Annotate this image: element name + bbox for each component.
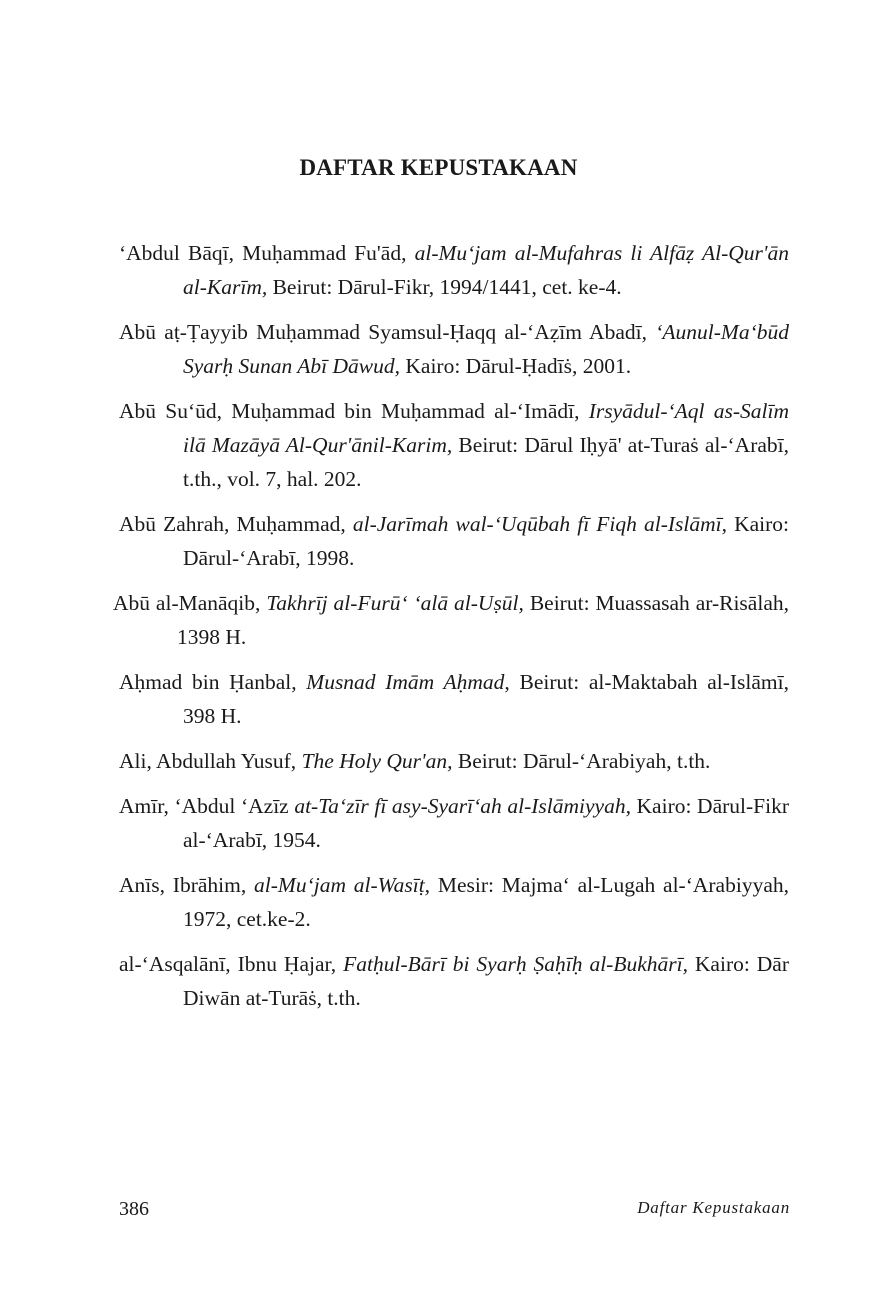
page-title: DAFTAR KEPUSTAKAAN <box>299 155 578 181</box>
entry-author: al-‘Asqalānī, Ibnu Ḥajar, <box>119 952 344 976</box>
entry-title: al-Mu‘jam al-Mufahras li Alfāẓ Al-Qur'ān al-Karīm, <box>183 241 789 299</box>
entry-publication: Beirut: al-Maktabah al-Islāmī, 398 H. <box>183 670 789 728</box>
entry-author: Abū al-Manāqib, <box>113 591 267 615</box>
bibliography-entry <box>119 315 789 383</box>
entry-author: Abū Su‘ūd, Muḥammad bin Muḥammad al-‘Imādī, <box>119 399 589 423</box>
page-number: 386 <box>119 1198 149 1220</box>
entry-author: Ali, Abdullah Yusuf, <box>119 749 302 773</box>
entry-publication: Beirut: Dārul-Fikr, 1994/1441, cet. ke-4. <box>267 275 622 299</box>
entry-title: at-Ta‘zīr fī asy-Syarī‘ah al-Islāmiyyah, <box>294 794 631 818</box>
entry-title: al-Mu‘jam al-Wasīṭ, <box>254 873 431 897</box>
entry-author: Anīs, Ibrāhim, <box>119 873 255 897</box>
entry-publication: , Kairo: Dārul-‘Arabī, 1998. <box>183 512 790 570</box>
entry-author: Abū aṭ-Ṭayyib Muḥammad Syamsul-Ḥaqq al-‘Aẓīm Abadī, <box>119 320 656 344</box>
running-footer: Daftar Kepustakaan <box>637 1198 790 1217</box>
entry-author: ‘Abdul Bāqī, Muḥammad Fu'ād, <box>119 241 415 265</box>
bibliography-entry <box>119 789 789 857</box>
bibliography-entry <box>119 394 789 496</box>
entry-author: Amīr, ‘Abdul ‘Azīz <box>119 794 295 818</box>
entry-publication: Kairo: Dār Diwān at-Turāṡ, t.th. <box>183 952 789 1010</box>
bibliography-list <box>113 236 790 1026</box>
entry-publication: Kairo: Dārul-Fikr al-‘Arabī, 1954. <box>183 794 789 852</box>
entry-title: Fatḥul-Bārī bi Syarḥ Ṣaḥīḥ al-Bukhārī, <box>343 952 688 976</box>
entry-title: Musnad Imām Aḥmad, <box>306 670 510 694</box>
entry-publication: Mesir: Majma‘ al-Lugah al-‘Arabiyyah, 1972, cet.ke-2. <box>183 873 789 931</box>
entry-title: The Holy Qur'an, <box>301 749 453 773</box>
bibliography-entry <box>119 507 789 575</box>
bibliography-entry <box>113 586 789 654</box>
entry-publication: Beirut: Dārul-‘Arabiyah, t.th. <box>452 749 711 773</box>
entry-title: ‘Aunul-Ma‘būd Syarḥ Sunan Abī Dāwud, <box>183 320 789 378</box>
bibliography-entry <box>119 744 789 778</box>
entry-title: al-Jarīmah wal-‘Uqūbah fī Fiqh al-Islāmī <box>352 512 722 536</box>
bibliography-entry <box>119 236 789 304</box>
bibliography-entry <box>119 947 789 1015</box>
bibliography-entry <box>119 868 789 936</box>
entry-publication: Kairo: Dārul-Ḥadīṡ, 2001. <box>400 354 632 378</box>
entry-publication: Beirut: Muassasah ar-Risālah, 1398 H. <box>177 591 789 649</box>
entry-title: Takhrīj al-Furū‘ ‘alā al-Uṣūl, <box>266 591 524 615</box>
entry-author: Abū Zahrah, Muḥammad, <box>119 512 353 536</box>
entry-author: Aḥmad bin Ḥanbal, <box>119 670 307 694</box>
entry-publication: Beirut: Dārul Iḥyā' at-Turaṡ al-‘Arabī, t.th., vol. 7, hal. 202. <box>183 433 790 491</box>
bibliography-entry <box>119 665 789 733</box>
entry-title: Irsyādul-‘Aql as-Salīm ilā Mazāyā Al-Qur'ānil-Karim, <box>183 399 789 457</box>
